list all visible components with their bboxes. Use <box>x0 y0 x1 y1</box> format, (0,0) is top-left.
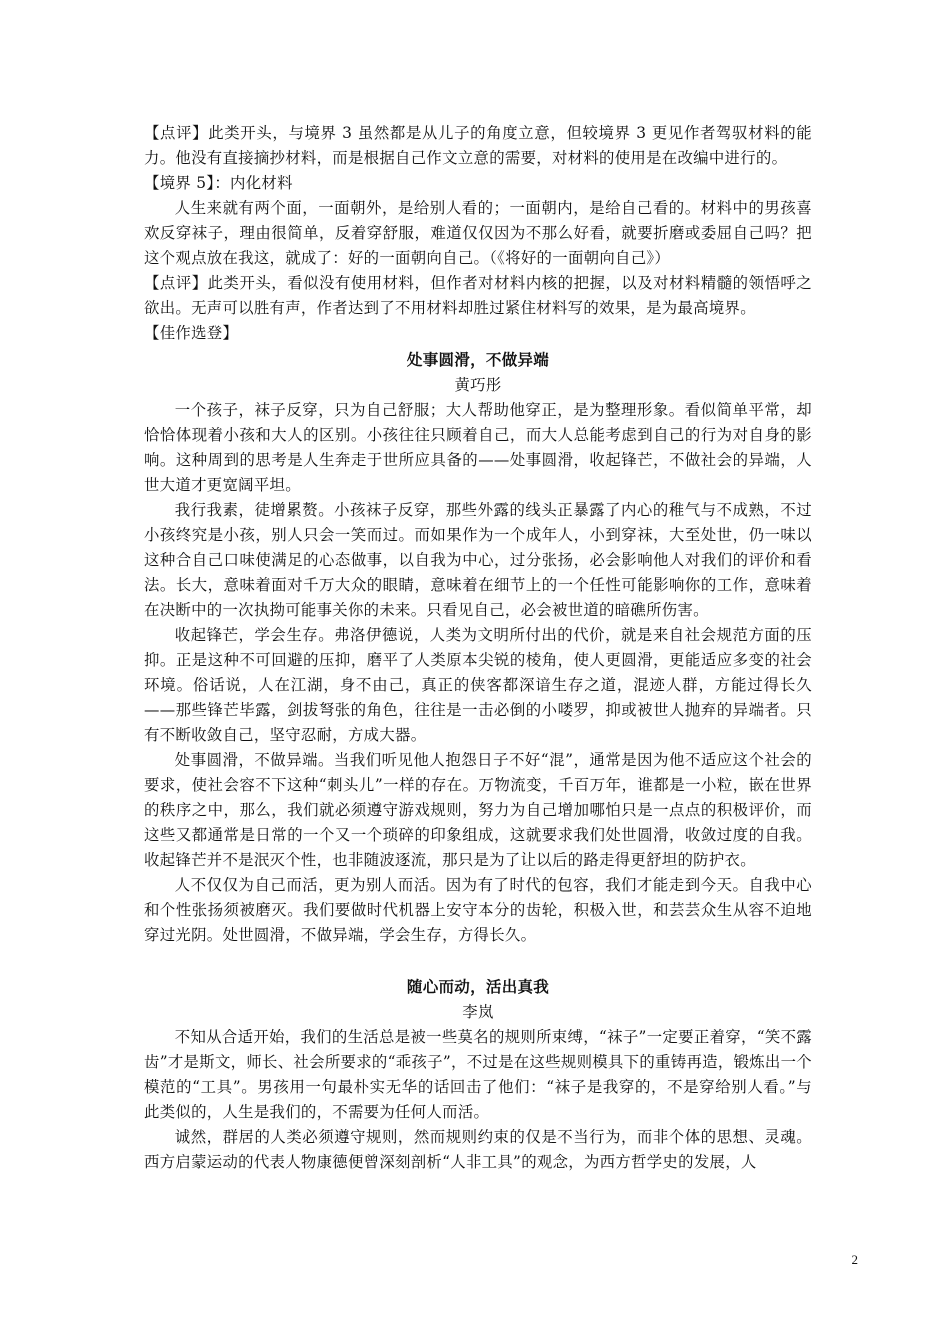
level-text: 人生来就有两个面，一面朝外，是给别人看的；一面朝内，是给自己看的。材料中的男孩喜欢反穿袜子，理由很简单，反着穿舒服，难道仅仅因为不那么好看，就要折磨或委屈自己吗？把这个观点放在我这，就成了：好的一面朝向自己。（《将好的一面朝向自己》） <box>144 199 812 267</box>
review-paragraph: 【点评】此类开头，与境界 3 虽然都是从儿子的角度立意，但较境界 3 更见作者驾驭材料的能力。他没有直接摘抄材料，而是根据自己作文立意的需要，对材料的使用是在改编中进行的。 <box>144 124 812 167</box>
essay-paragraph: 一个孩子，袜子反穿，只为自己舒服；大人帮助他穿正，是为整理形象。看似简单平常，却恰恰体现着小孩和大人的区别。小孩往往只顾着自己，而大人总能考虑到自己的行为对自身的影响。这种周到的思考是人生奔走于世所应具备的——处事圆滑，收起锋芒，不做社会的异端，人世大道才更宽阔平坦。 <box>144 401 812 494</box>
page-number: 2 <box>851 1252 858 1267</box>
page-content <box>144 121 812 1175</box>
essay-title: 处事圆滑，不做异端 <box>406 351 550 369</box>
review-paragraph: 【点评】此类开头，看似没有使用材料，但作者对材料内核的把握，以及对材料精髓的领悟呼之欲出。无声可以胜有声，作者达到了不用材料却胜过紧住材料写的效果，是为最高境界。 <box>144 274 812 317</box>
showcase-label: 【佳作选登】 <box>144 324 239 342</box>
level-heading: 【境界 5】：内化材料 <box>144 174 293 192</box>
essay-paragraph: 我行我素，徒增累赘。小孩袜子反穿，那些外露的线头正暴露了内心的稚气与不成熟，不过小孩终究是小孩，别人只会一笑而过。而如果作为一个成年人，小到穿袜，大至处世，仍一味以这种合自己口味使满足的心态做事，以自我为中心，过分张扬，必会影响他人对我们的评价和看法。长大，意味着面对千万大众的眼睛，意味着在细节上的一个任性可能影响你的工作，意味着在决断中的一次执拗可能事关你的未来。只看见自己，必会被世道的暗礁所伤害。 <box>144 501 812 619</box>
essay-author: 黄巧彤 <box>454 376 502 394</box>
essay-paragraph: 处事圆滑，不做异端。当我们听见他人抱怨日子不好“混”，通常是因为他不适应这个社会的要求，使社会容不下这种“刺头儿”一样的存在。万物流变，千百万年，谁都是一小粒，嵌在世界的秩序之中，那么，我们就必须遵守游戏规则，努力为自己增加哪怕只是一点点的积极评价，而这些又都通常是日常的一个又一个琐碎的印象组成，这就要求我们处世圆滑，收敛过度的自我。收起锋芒并不是泯灭个性，也非随波逐流，那只是为了让以后的路走得更舒坦的防护衣。 <box>144 751 812 869</box>
section-spacer <box>144 948 812 973</box>
essay-paragraph: 诚然，群居的人类必须遵守规则，然而规则约束的仅是不当行为，而非个体的思想、灵魂。西方启蒙运动的代表人物康德便曾深刻剖析“人非工具”的观念，为西方哲学史的发展，人 <box>144 1128 812 1171</box>
essay-author: 李岚 <box>462 1003 494 1021</box>
essay-paragraph: 收起锋芒，学会生存。弗洛伊德说，人类为文明所付出的代价，就是来自社会规范方面的压抑。正是这种不可回避的压抑，磨平了人类原本尖锐的棱角，使人更圆滑，更能适应多变的社会环境。俗话说，人在江湖，身不由己，真正的侠客都深谙生存之道，混迹人群，方能过得长久——那些锋芒毕露，剑拔弩张的角色，往往是一击必倒的小喽罗，抑或被世人抛弃的异端者。只有不断收敛自己，坚守忍耐，方成大器。 <box>144 626 812 744</box>
essay-paragraph: 人不仅仅为自己而活，更为别人而活。因为有了时代的包容，我们才能走到今天。自我中心和个性张扬须被磨灭。我们要做时代机器上安守本分的齿轮，积极入世，和芸芸众生从容不迫地穿过光阴。处世圆滑，不做异端，学会生存，方得长久。 <box>144 876 812 944</box>
essay-paragraph: 不知从合适开始，我们的生活总是被一些莫名的规则所束缚，“袜子”一定要正着穿，“笑不露齿”才是斯文，师长、社会所要求的“乖孩子”，不过是在这些规则模具下的重铸再造，锻炼出一个模范的“工具”。男孩用一句最朴实无华的话回击了他们：“袜子是我穿的，不是穿给别人看。”与此类似的，人生是我们的，不需要为任何人而活。 <box>144 1028 812 1121</box>
essay-title: 随心而动，活出真我 <box>406 978 550 996</box>
